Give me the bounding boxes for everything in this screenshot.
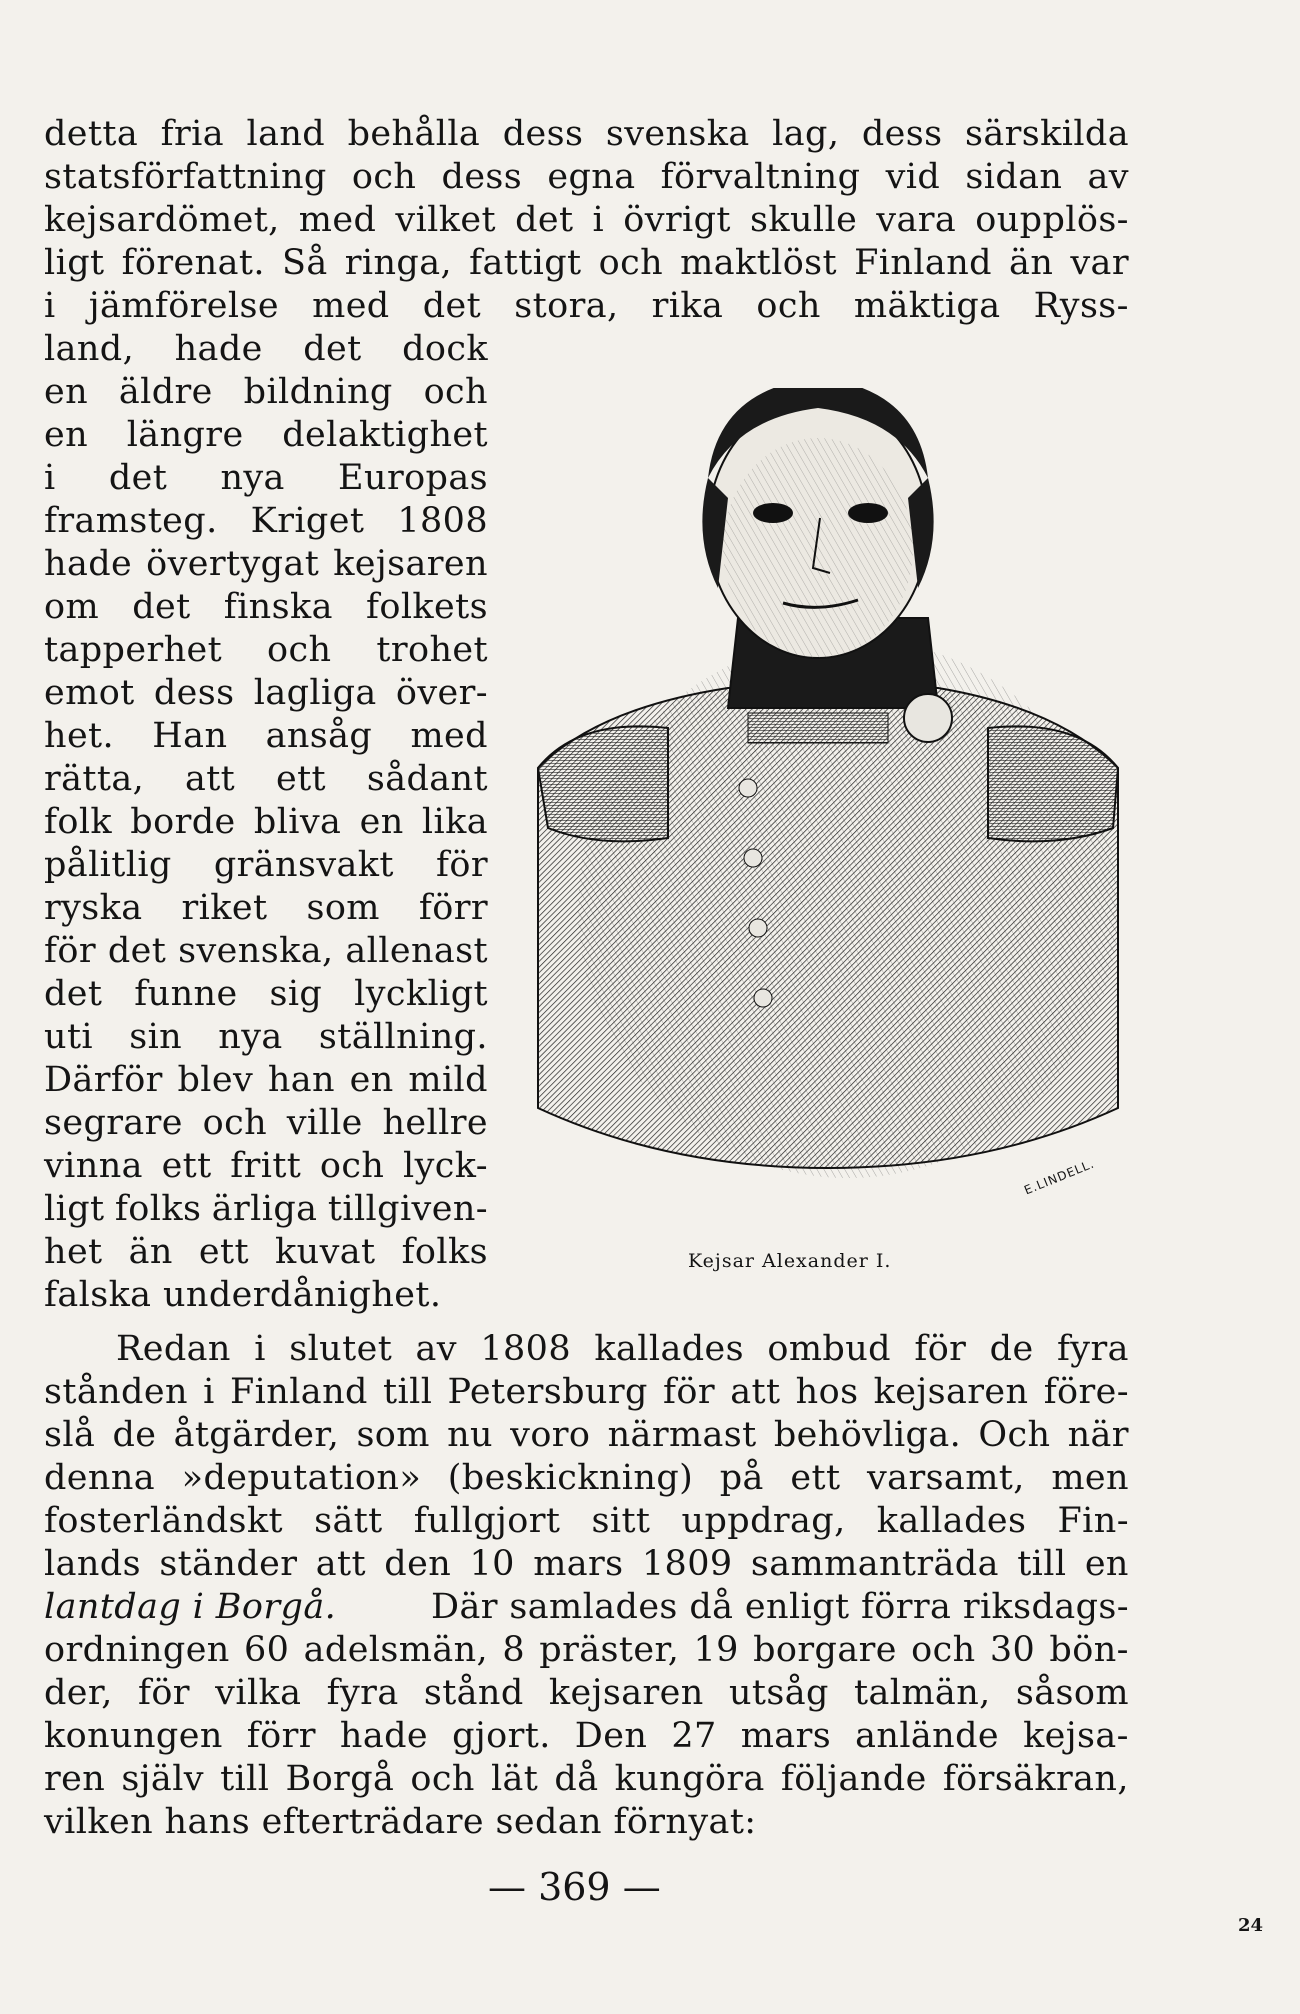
text-line: vilken hans efterträdare sedan förnyat: bbox=[44, 1802, 757, 1842]
text-line: pålitlig gränsvakt för bbox=[44, 845, 488, 885]
portrait-engraving bbox=[518, 388, 1130, 1188]
text-line: i det nya Europas bbox=[44, 458, 488, 498]
text-line: Redan i slutet av 1808 kallades ombud för de fyra bbox=[116, 1329, 1129, 1369]
text-line: tapperhet och trohet bbox=[44, 630, 488, 670]
text-line: Därför blev han en mild bbox=[44, 1060, 488, 1100]
text-line: vinna ett fritt och lyck- bbox=[44, 1146, 488, 1186]
text-line: ligt förenat. Så ringa, fattigt och maktlöst Finland än var bbox=[44, 243, 1129, 283]
text-line: för det svenska, allenast bbox=[44, 931, 488, 971]
text-line: en längre delaktighet bbox=[44, 415, 488, 455]
text-line: detta fria land behålla dess svenska lag, dess särskilda bbox=[44, 114, 1129, 154]
paragraph-2 bbox=[44, 1328, 1129, 1844]
text-line: konungen förr hade gjort. Den 27 mars anlände kejsa- bbox=[44, 1716, 1129, 1756]
text-line: uti sin nya ställning. bbox=[44, 1017, 488, 1057]
text-line: ligt folks ärliga tillgiven- bbox=[44, 1189, 488, 1229]
text-line: fosterländskt sätt fullgjort sitt uppdrag, kallades Fin- bbox=[44, 1501, 1129, 1541]
text-line: en äldre bildning och bbox=[44, 372, 488, 412]
text-line: ryska riket som förr bbox=[44, 888, 488, 928]
text-line: i jämförelse med det stora, rika och mäktiga Ryss- bbox=[44, 286, 1129, 326]
italic-place-name: lantdag i Borgå. bbox=[44, 1587, 337, 1627]
text-line: emot dess lagliga över- bbox=[44, 673, 488, 713]
narrow-column bbox=[44, 328, 488, 1274]
signature-mark: 24 bbox=[1238, 1915, 1264, 1936]
text-line: falska underdånighet. bbox=[44, 1275, 442, 1315]
engraver-signature: E.LINDELL. bbox=[1022, 1156, 1097, 1198]
figure-caption: Kejsar Alexander I. bbox=[688, 1250, 892, 1272]
text-line: kejsardömet, med vilket det i övrigt skulle vara oupplös- bbox=[44, 200, 1129, 240]
text-line: rätta, att ett sådant bbox=[44, 759, 488, 799]
text-line: land, hade det dock bbox=[44, 329, 488, 369]
text-line: der, för vilka fyra stånd kejsaren utsåg talmän, såsom bbox=[44, 1673, 1129, 1713]
text-line: het än ett kuvat folks bbox=[44, 1232, 488, 1272]
text-line bbox=[44, 1586, 1129, 1629]
text-line: hade övertygat kejsaren bbox=[44, 544, 488, 584]
text-line: denna »deputation» (beskickning) på ett varsamt, men bbox=[44, 1458, 1129, 1498]
text-line: ren själv till Borgå och lät då kungöra följande försäkran, bbox=[44, 1759, 1129, 1799]
text-line: statsförfattning och dess egna förvaltning vid sidan av bbox=[44, 157, 1129, 197]
text-line: stånden i Finland till Petersburg för att hos kejsaren före- bbox=[44, 1372, 1129, 1412]
text-line: om det finska folkets bbox=[44, 587, 488, 627]
page-number: — 369 — bbox=[488, 1865, 661, 1909]
text-line: lands ständer att den 10 mars 1809 sammanträda till en bbox=[44, 1544, 1129, 1584]
portrait-figure bbox=[518, 388, 1130, 1188]
text-line: framsteg. Kriget 1808 bbox=[44, 501, 488, 541]
text-line: segrare och ville hellre bbox=[44, 1103, 488, 1143]
text-line: det funne sig lyckligt bbox=[44, 974, 488, 1014]
text-line: het. Han ansåg med bbox=[44, 716, 488, 756]
text-line-rest: Där samlades då enligt förra riksdags- bbox=[431, 1587, 1129, 1627]
text-line: slå de åtgärder, som nu voro närmast behövliga. Och när bbox=[44, 1415, 1129, 1455]
text-line: ordningen 60 adelsmän, 8 präster, 19 borgare och 30 bön- bbox=[44, 1630, 1129, 1670]
text-line: folk borde bliva en lika bbox=[44, 802, 488, 842]
